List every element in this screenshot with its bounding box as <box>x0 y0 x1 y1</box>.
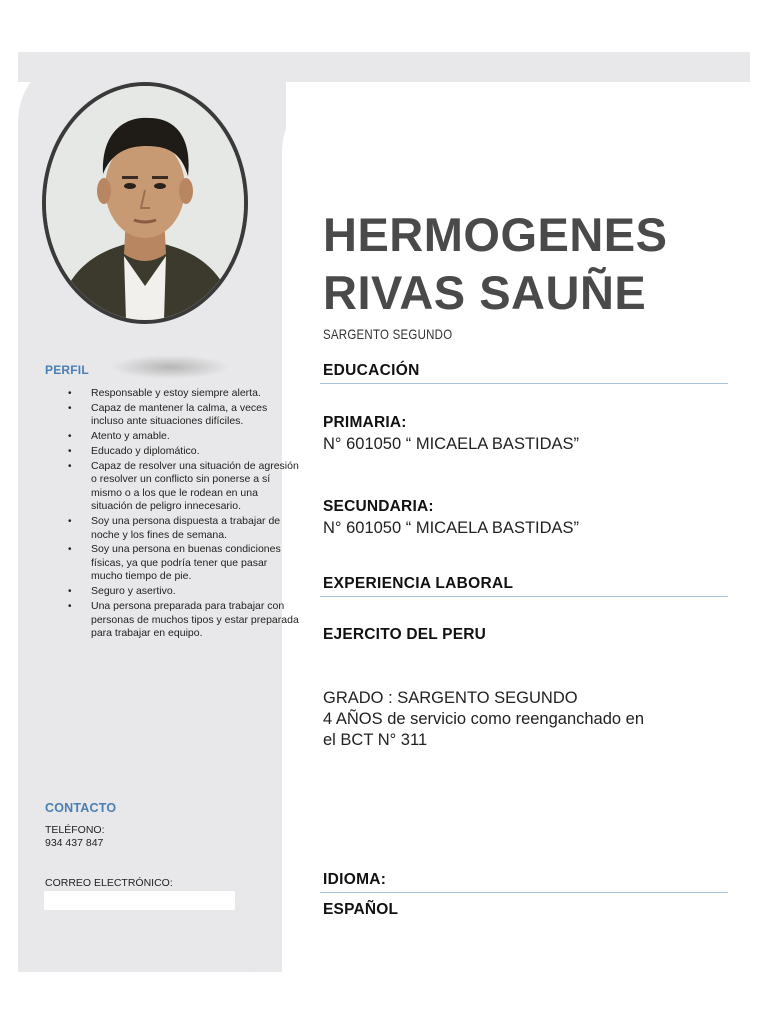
phone-label: TELÉFONO: <box>45 824 105 836</box>
contact-heading: CONTACTO <box>45 801 117 815</box>
profile-item: • Soy una persona dispuesta a trabajar de noche y los fines de semana. <box>91 515 301 542</box>
language-heading: IDIOMA: <box>323 871 387 888</box>
language-value: ESPAÑOL <box>323 901 399 918</box>
profile-item: • Seguro y asertivo. <box>91 585 301 598</box>
name-line-2: RIVAS SAUÑE <box>323 266 647 319</box>
profile-list <box>58 387 301 642</box>
profile-item: • Una persona preparada para trabajar con personas de muchos tipos y estar preparada para trabajar en equipo. <box>91 600 301 640</box>
phone-value: 934 437 847 <box>45 837 104 849</box>
full-name <box>323 206 743 322</box>
language-rule <box>320 892 728 893</box>
profile-item: • Atento y amable. <box>91 430 301 443</box>
primary-school: N° 601050 “ MICAELA BASTIDAS” <box>323 435 580 453</box>
profile-heading-shadow <box>110 355 230 379</box>
primary-label: PRIMARIA: <box>323 414 407 431</box>
name-line-1: HERMOGENES <box>323 208 668 261</box>
secondary-label: SECUNDARIA: <box>323 498 434 515</box>
portrait-illustration <box>46 86 244 320</box>
education-rule <box>320 383 728 384</box>
email-label: CORREO ELECTRÓNICO: <box>45 877 173 889</box>
profile-item: • Capaz de resolver una situación de agresión o resolver un conflicto sin ponerse a sí mismo o a los que le rodean en una situación de peligro innecesario. <box>91 460 301 514</box>
profile-photo-image <box>46 86 244 320</box>
email-value-field <box>44 891 235 910</box>
profile-item: • Soy una persona en buenas condiciones físicas, ya que podría tener que pasar mucho tiempo de pie. <box>91 543 301 583</box>
profile-item: • Responsable y estoy siempre alerta. <box>91 387 301 400</box>
rank-line: GRADO : SARGENTO SEGUNDO <box>323 689 578 707</box>
employer-name: EJERCITO DEL PERU <box>323 626 487 643</box>
job-title: SARGENTO SEGUNDO <box>323 326 453 342</box>
service-detail-line-1: 4 AÑOS de servicio como reenganchado en <box>323 710 645 728</box>
education-heading: EDUCACIÓN <box>323 362 420 379</box>
profile-heading: PERFIL <box>45 363 89 377</box>
profile-photo <box>42 82 248 324</box>
experience-rule <box>320 596 728 597</box>
secondary-school: N° 601050 “ MICAELA BASTIDAS” <box>323 519 580 537</box>
profile-item: • Capaz de mantener la calma, a veces incluso ante situaciones difíciles. <box>91 402 301 429</box>
profile-item: • Educado y diplomático. <box>91 445 301 458</box>
service-detail-line-2: el BCT N° 311 <box>323 731 428 749</box>
experience-heading: EXPERIENCIA LABORAL <box>323 575 514 592</box>
